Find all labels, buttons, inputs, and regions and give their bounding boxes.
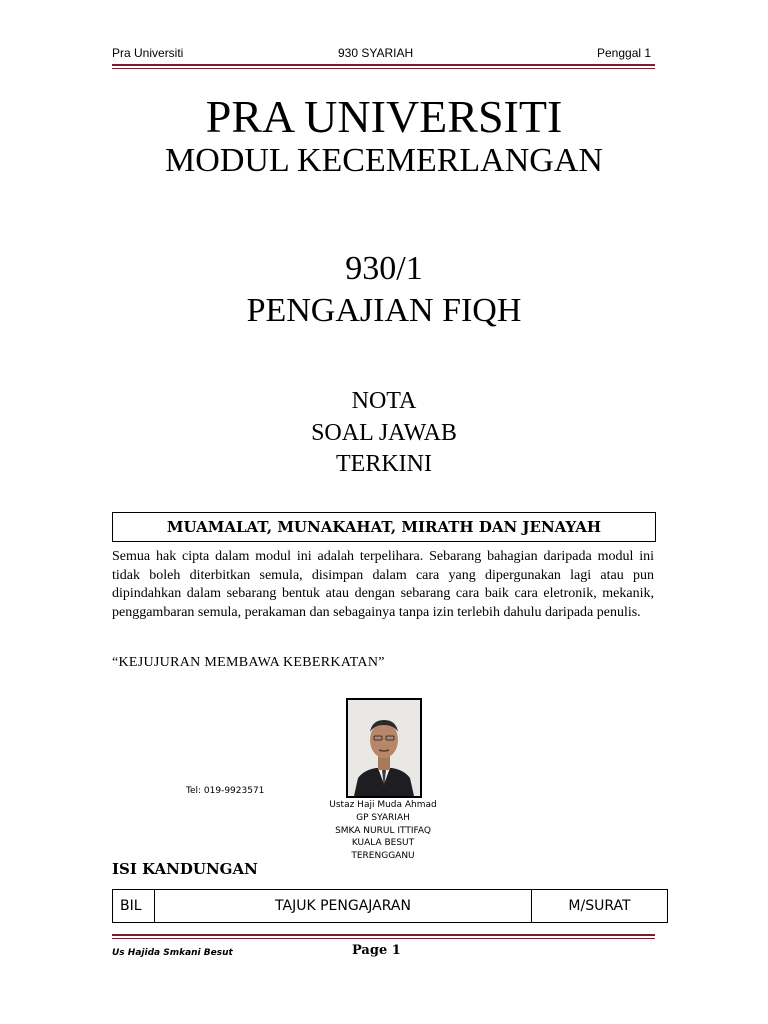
subject-title: PENGAJIAN FIQH <box>246 292 522 329</box>
author-role: GP SYARIAH <box>356 812 410 823</box>
header-rule-thin <box>112 68 655 69</box>
note-line-2: SOAL JAWAB <box>311 420 457 446</box>
title-line-2: MODUL KECEMERLANGAN <box>165 142 603 179</box>
title-line-1: PRA UNIVERSITI <box>205 91 563 142</box>
note-line-3: TERKINI <box>336 451 432 477</box>
footer-rule <box>112 934 655 936</box>
course-code: 930/1 <box>345 250 423 287</box>
column-bil: BIL <box>113 890 155 922</box>
header-right: Penggal 1 <box>597 46 652 60</box>
copyright-paragraph: Semua hak cipta dalam modul ini adalah terpelihara. Sebarang bahagian daripada modul ini tidak boleh diterbitkan semula, disimpan dalam cara yang dipergunakan lagi atau pun dipindahkan dalam sebarang bentuk atau dengan sebarang cara baik cara eletronik, mekanik, penggambaran semula, perakaman dan sebagainya tanpa izin terlebih dahulu daripada penulis. <box>112 549 654 620</box>
column-msurat: M/SURAT <box>568 898 631 914</box>
note-line-1: NOTA <box>351 388 417 414</box>
topics-text: MUAMALAT, MUNAKAHAT, MIRATH DAN JENAYAH <box>166 518 602 536</box>
author-school: SMKA NURUL ITTIFAQ <box>335 825 431 836</box>
footer-left: Us Hajida Smkani Besut <box>112 948 233 958</box>
author-state: TERENGGANU <box>351 851 415 862</box>
contents-table-header <box>112 889 668 923</box>
author-photo <box>346 698 422 798</box>
motto: “KEJUJURAN MEMBAWA KEBERKATAN” <box>112 655 385 670</box>
author-caption <box>298 799 468 863</box>
telephone: Tel: 019-9923571 <box>186 786 265 796</box>
header-rule <box>112 64 655 66</box>
portrait-image <box>348 700 420 796</box>
page-number: Page 1 <box>352 943 401 958</box>
header-center: 930 SYARIAH <box>338 46 414 60</box>
contents-heading: ISI KANDUNGAN <box>112 860 258 878</box>
author-name: Ustaz Haji Muda Ahmad <box>329 800 437 810</box>
topics-box <box>112 512 656 542</box>
header-left: Pra Universiti <box>112 46 184 60</box>
author-town: KUALA BESUT <box>351 838 415 849</box>
footer-rule-thin <box>112 938 655 939</box>
column-tajuk: TAJUK PENGAJARAN <box>155 890 532 922</box>
